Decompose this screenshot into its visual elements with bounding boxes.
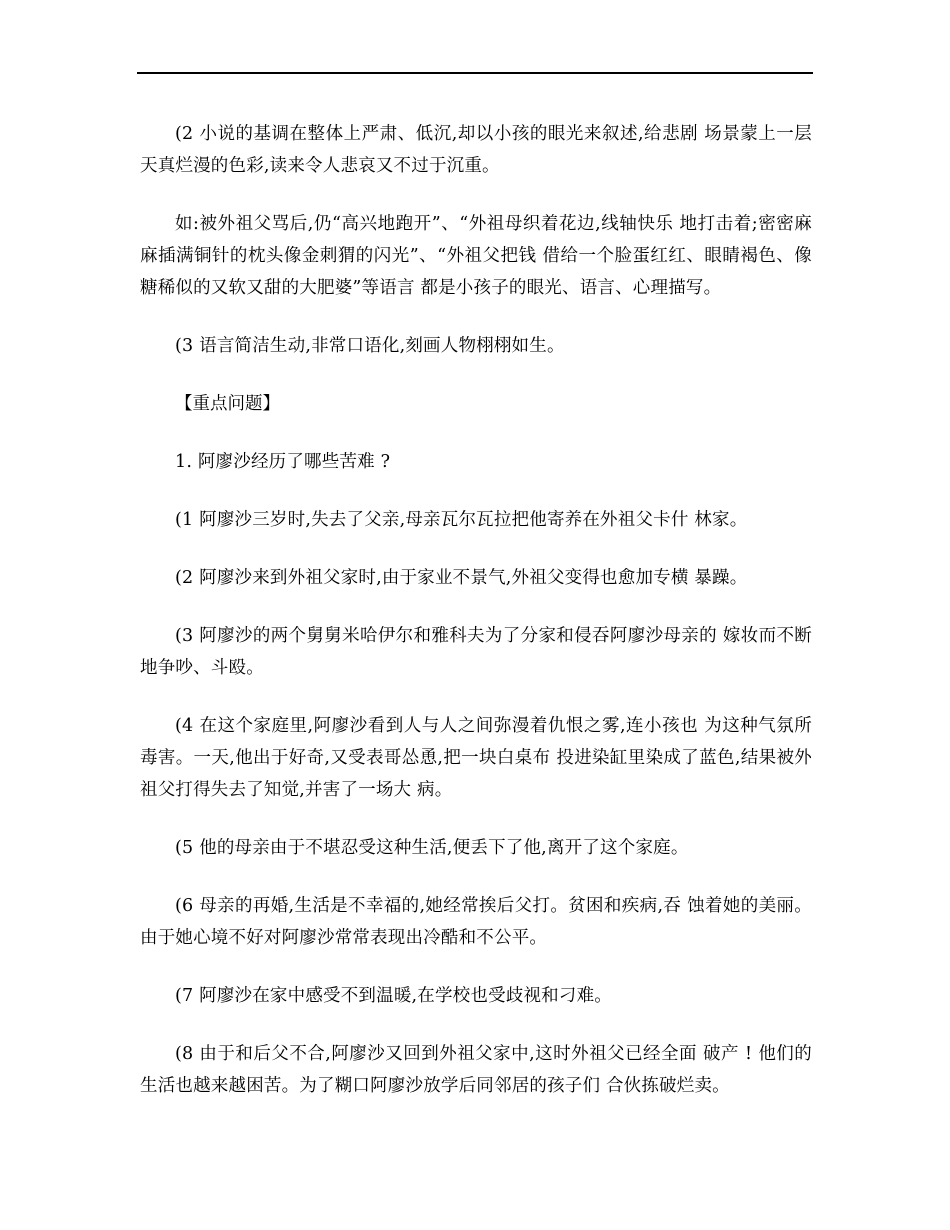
document-body <box>140 118 812 1102</box>
answer-item-2: (2 阿廖沙来到外祖父家时,由于家业不景气,外祖父变得也愈加专横 暴躁。 <box>175 568 748 588</box>
answer-item-7: (7 阿廖沙在家中感受不到温暖,在学校也受歧视和刁难。 <box>175 986 612 1006</box>
question-title: 1. 阿廖沙经历了哪些苦难 ? <box>175 452 391 472</box>
answer-item-6: (6 母亲的再婚,生活是不幸福的,她经常挨后父打。贫困和疾病,吞 蚀着她的美丽。由于她心境不好对阿廖沙常常表现出冷酷和不公平。 <box>140 896 812 948</box>
paragraph-language: (3 语言简洁生动,非常口语化,刻画人物栩栩如生。 <box>175 336 565 356</box>
answer-item-5: (5 他的母亲由于不堪忍受这种生活,便丢下了他,离开了这个家庭。 <box>175 838 689 858</box>
answer-item-3: (3 阿廖沙的两个舅舅米哈伊尔和雅科夫为了分家和侵吞阿廖沙母亲的 嫁妆而不断地争吵、斗殴。 <box>140 626 812 678</box>
answer-item-4: (4 在这个家庭里,阿廖沙看到人与人之间弥漫着仇恨之雾,连小孩也 为这种气氛所毒害。一天,他出于好奇,又受表哥怂恿,把一块白桌布 投进染缸里染成了蓝色,结果被外祖父打得失去了知觉,并害了一场大 病。 <box>140 716 812 800</box>
answer-item-1: (1 阿廖沙三岁时,失去了父亲,母亲瓦尔瓦拉把他寄养在外祖父卡什 林家。 <box>175 510 748 530</box>
paragraph-example: 如:被外祖父骂后,仍“高兴地跑开”、“外祖母织着花边,线轴快乐 地打击着;密密麻麻插满铜针的枕头像金刺猬的闪光”、“外祖父把钱 借给一个脸蛋红红、眼睛褐色、像糖稀似的又软又甜的大肥婆”等语言 都是小孩子的眼光、语言、心理描写。 <box>140 214 812 298</box>
answer-item-8: (8 由于和后父不合,阿廖沙又回到外祖父家中,这时外祖父已经全面 破产 ! 他们的生活也越来越困苦。为了糊口阿廖沙放学后同邻居的孩子们 合伙拣破烂卖。 <box>140 1044 812 1096</box>
paragraph-tone: (2 小说的基调在整体上严肃、低沉,却以小孩的眼光来叙述,给悲剧 场景蒙上一层天真烂漫的色彩,读来令人悲哀又不过于沉重。 <box>140 124 812 176</box>
header-rule <box>137 72 813 74</box>
section-heading: 【重点问题】 <box>175 394 280 414</box>
